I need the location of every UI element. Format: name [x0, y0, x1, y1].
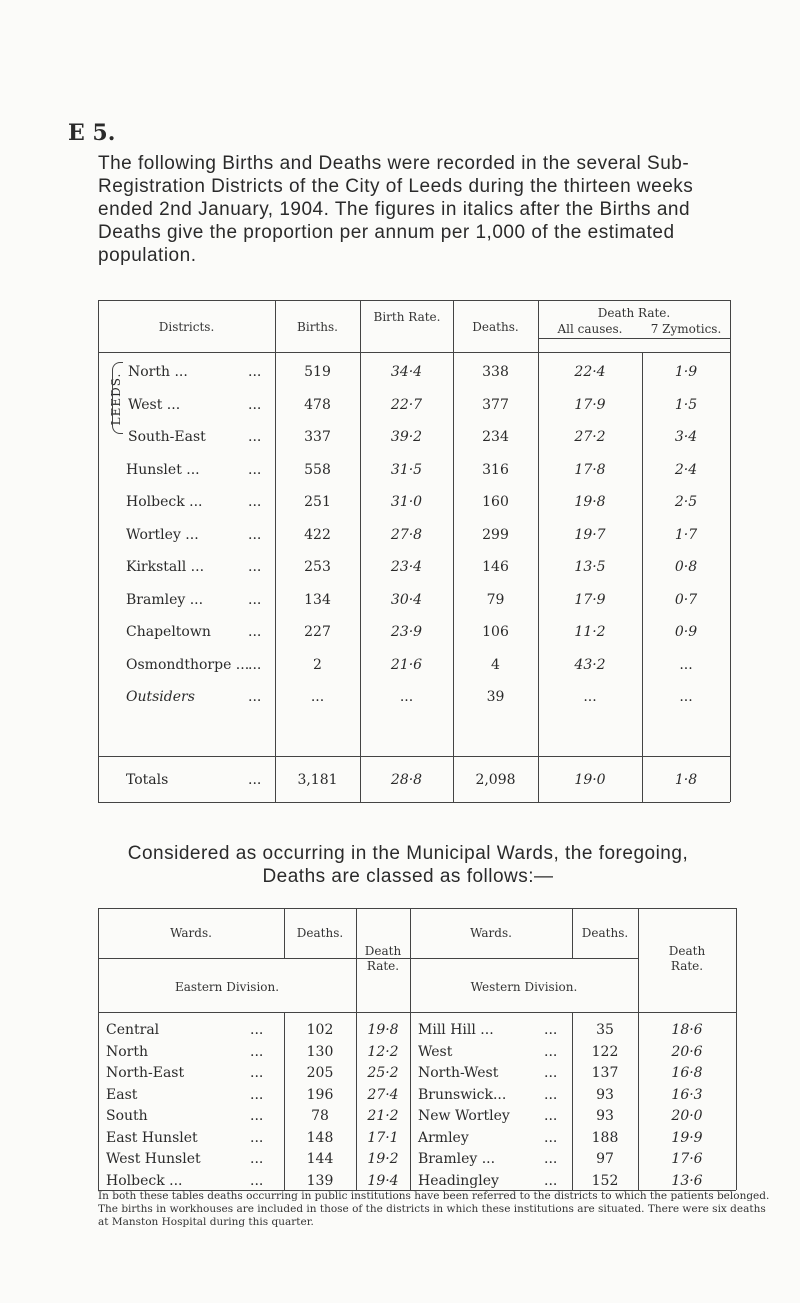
cell-birth-rate: 31·0 [390, 494, 423, 510]
cell-births: 227 [304, 624, 331, 640]
ward-cell-e-rate: 19·8 [367, 1022, 399, 1038]
cell-zym: ... [679, 656, 693, 673]
leader-dots: ... [250, 1065, 264, 1081]
ward-cell-e-deaths: 144 [306, 1151, 334, 1167]
ward-cell-w-ward: New Wortley [418, 1108, 510, 1124]
cell-all: 11·2 [574, 624, 606, 640]
header-districts: Districts. [158, 320, 215, 334]
cell-zym: 2·4 [674, 461, 698, 478]
ward-cell-e-rate: 19·4 [367, 1172, 399, 1189]
ward-cell-w-deaths: 122 [591, 1043, 619, 1060]
district-name: Osmondthorpe ... [126, 656, 250, 673]
header-rate-west: Death Rate. [668, 944, 706, 973]
leader-dots: ... [544, 1086, 558, 1103]
leader-dots: ... [250, 1043, 264, 1060]
header-zymotics: 7 Zymotics. [650, 322, 722, 336]
header-birth-rate: Birth Rate. [373, 310, 441, 324]
cell-births: 253 [304, 559, 331, 575]
header-wards-west: Wards. [470, 926, 512, 940]
cell-all: 43·2 [574, 656, 606, 673]
cell-zym: 0·8 [674, 559, 698, 575]
cell-deaths: 79 [486, 591, 505, 608]
cell-deaths: 338 [482, 364, 509, 380]
leader-dots: ... [250, 1022, 264, 1038]
cell-birth-rate: 31·5 [390, 461, 423, 478]
header-wards-east: Wards. [170, 926, 212, 940]
leeds-label: LEEDS. [109, 372, 123, 426]
cell-birth-rate: ... [399, 689, 414, 705]
leader-dots: ... [248, 689, 262, 705]
ward-cell-w-deaths: 93 [596, 1086, 614, 1103]
cell-all: 27·2 [574, 429, 606, 445]
ward-cell-e-deaths: 78 [311, 1108, 329, 1124]
district-name: Kirkstall ... [126, 559, 205, 575]
district-name: North ... [128, 364, 188, 380]
cell-birth-rate: 21·6 [390, 656, 423, 673]
ward-cell-e-ward: East [106, 1086, 138, 1103]
ward-cell-w-deaths: 137 [591, 1065, 619, 1081]
ward-cell-e-deaths: 148 [306, 1129, 334, 1146]
leader-dots: ... [250, 1151, 264, 1167]
totals-deaths: 2,098 [475, 772, 516, 788]
cell-zym: 1·7 [674, 526, 698, 543]
leader-dots: ... [248, 429, 262, 445]
district-name: Bramley ... [126, 591, 204, 608]
cell-birth-rate: 22·7 [390, 396, 423, 413]
cell-deaths: 39 [486, 689, 505, 705]
district-name: Holbeck ... [126, 494, 203, 510]
footnote: In both these tables deaths occurring in public institutions have been referred to the districts to which the patients belonged. The births in workhouses are included in those of the districts in which these institutions are situated. There were six deaths at Manston Hospital during this quarter. [98, 1190, 770, 1228]
ward-cell-e-rate: 12·2 [367, 1043, 399, 1060]
ward-cell-e-ward: North [106, 1043, 149, 1060]
cell-birth-rate: 39·2 [390, 429, 423, 445]
leader-dots: ... [544, 1043, 558, 1060]
cell-all: 13·5 [574, 559, 606, 575]
ward-cell-w-ward: Brunswick... [418, 1086, 507, 1103]
cell-deaths: 377 [482, 396, 509, 413]
header-deaths: Deaths. [472, 320, 519, 334]
page-reference: E 5. [68, 120, 116, 146]
leader-dots: ... [248, 364, 262, 380]
ward-cell-w-rate: 17·6 [671, 1151, 703, 1167]
cell-zym: 1·9 [674, 364, 698, 380]
cell-births: 251 [304, 494, 331, 510]
district-name: West ... [128, 396, 181, 413]
ward-cell-w-ward: North-West [418, 1065, 499, 1081]
considered-paragraph: Considered as occurring in the Municipal Wards, the foregoing, Deaths are classed as follows:— [127, 843, 689, 887]
leader-dots: ... [544, 1065, 558, 1081]
leader-dots: ... [248, 624, 262, 640]
cell-zym: 1·5 [674, 396, 698, 413]
district-table [98, 300, 730, 802]
district-name: Wortley ... [126, 526, 199, 543]
cell-birth-rate: 23·4 [390, 559, 423, 575]
ward-cell-e-deaths: 196 [306, 1086, 334, 1103]
leader-dots: ... [250, 1172, 264, 1189]
ward-cell-e-deaths: 139 [306, 1172, 334, 1189]
ward-cell-w-ward: Armley [418, 1129, 469, 1146]
ward-cell-w-deaths: 35 [596, 1022, 614, 1038]
header-all-causes: All causes. [557, 322, 623, 336]
leader-dots: ... [248, 461, 262, 478]
ward-cell-w-deaths: 152 [591, 1172, 619, 1189]
cell-births: ... [310, 689, 325, 705]
leader-dots: ... [248, 656, 262, 673]
ward-cell-e-ward: Holbeck ... [106, 1172, 183, 1189]
ward-cell-w-rate: 19·9 [671, 1129, 703, 1146]
cell-zym: ... [679, 689, 693, 705]
cell-deaths: 299 [482, 526, 509, 543]
totals-birth-rate: 28·8 [390, 772, 423, 788]
cell-all: 19·8 [574, 494, 606, 510]
ward-cell-e-rate: 19·2 [367, 1151, 399, 1167]
cell-all: 17·9 [574, 591, 606, 608]
district-name: Outsiders [126, 689, 195, 705]
header-western-division: Western Division. [470, 980, 578, 994]
cell-births: 422 [304, 526, 331, 543]
cell-birth-rate: 23·9 [390, 624, 423, 640]
leader-dots: ... [248, 591, 262, 608]
ward-cell-w-ward: Mill Hill ... [418, 1022, 494, 1038]
ward-cell-w-ward: West [418, 1043, 453, 1060]
district-name: Hunslet ... [126, 461, 200, 478]
leader-dots: ... [544, 1172, 558, 1189]
cell-deaths: 160 [482, 494, 509, 510]
cell-all: 17·8 [574, 461, 606, 478]
leader-dots: ... [544, 1022, 558, 1038]
ward-cell-e-ward: South [106, 1108, 148, 1124]
cell-all: 22·4 [574, 364, 606, 380]
ward-cell-w-rate: 16·8 [671, 1065, 703, 1081]
ward-cell-e-ward: Central [106, 1022, 160, 1038]
header-deaths-east: Deaths. [296, 926, 344, 940]
cell-births: 2 [313, 656, 322, 673]
header-births: Births. [297, 320, 338, 334]
ward-cell-w-rate: 18·6 [671, 1022, 703, 1038]
cell-births: 558 [304, 461, 331, 478]
cell-all: ... [583, 689, 597, 705]
ward-cell-e-deaths: 130 [306, 1043, 334, 1060]
ward-cell-e-rate: 21·2 [367, 1108, 399, 1124]
cell-zym: 0·7 [674, 591, 698, 608]
ward-cell-w-deaths: 97 [596, 1151, 614, 1167]
cell-zym: 0·9 [674, 624, 698, 640]
ward-cell-e-rate: 17·1 [367, 1129, 399, 1146]
district-name: South-East [128, 429, 206, 445]
ward-cell-w-ward: Bramley ... [418, 1151, 496, 1167]
leader-dots: ... [250, 1108, 264, 1124]
ward-cell-w-deaths: 93 [596, 1108, 614, 1124]
totals-dots: ... [248, 772, 262, 788]
ward-cell-e-rate: 27·4 [367, 1086, 399, 1103]
header-eastern-division: Eastern Division. [174, 980, 280, 994]
leader-dots: ... [248, 526, 262, 543]
ward-cell-e-ward: West Hunslet [106, 1151, 201, 1167]
ward-cell-w-ward: Headingley [418, 1172, 499, 1189]
cell-births: 337 [304, 429, 331, 445]
leader-dots: ... [544, 1129, 558, 1146]
totals-births: 3,181 [297, 772, 338, 788]
cell-zym: 2·5 [674, 494, 698, 510]
wards-table [98, 908, 730, 1190]
leader-dots: ... [544, 1108, 558, 1124]
district-name: Chapeltown [126, 624, 211, 640]
ward-cell-w-deaths: 188 [591, 1129, 619, 1146]
leader-dots: ... [248, 559, 262, 575]
leeds-brace [112, 362, 123, 434]
ward-cell-e-deaths: 102 [306, 1022, 334, 1038]
intro-paragraph: The following Births and Deaths were recorded in the several Sub-Registration Districts of the City of Leeds during the thirteen weeks ended 2nd January, 1904. The figures in italics after the Births and Deaths give the proportion per annum per 1,000 of the estimated population. [98, 153, 694, 266]
cell-deaths: 4 [491, 656, 500, 673]
ward-cell-w-rate: 20·6 [671, 1043, 703, 1060]
cell-birth-rate: 30·4 [390, 591, 423, 608]
ward-cell-w-rate: 16·3 [671, 1086, 703, 1103]
totals-zymotics: 1·8 [674, 772, 698, 788]
leader-dots: ... [250, 1129, 264, 1146]
totals-label: Totals [126, 772, 169, 788]
ward-cell-w-rate: 20·0 [671, 1108, 703, 1124]
ward-cell-e-deaths: 205 [306, 1065, 334, 1081]
ward-cell-e-rate: 25·2 [367, 1065, 399, 1081]
leader-dots: ... [250, 1086, 264, 1103]
cell-deaths: 234 [482, 429, 509, 445]
leader-dots: ... [248, 396, 262, 413]
cell-zym: 3·4 [674, 429, 698, 445]
cell-birth-rate: 27·8 [390, 526, 423, 543]
cell-all: 17·9 [574, 396, 606, 413]
header-rate-east: Death Rate. [364, 944, 402, 973]
totals-all-causes: 19·0 [574, 772, 606, 788]
cell-births: 478 [304, 396, 331, 413]
cell-deaths: 106 [482, 624, 509, 640]
cell-deaths: 316 [482, 461, 509, 478]
ward-cell-e-ward: North-East [106, 1065, 185, 1081]
leader-dots: ... [544, 1151, 558, 1167]
cell-births: 519 [304, 364, 331, 380]
ward-cell-w-rate: 13·6 [671, 1172, 703, 1189]
cell-deaths: 146 [482, 559, 509, 575]
cell-birth-rate: 34·4 [390, 364, 423, 380]
cell-births: 134 [304, 591, 331, 608]
cell-all: 19·7 [574, 526, 606, 543]
header-deaths-west: Deaths. [581, 926, 629, 940]
ward-cell-e-ward: East Hunslet [106, 1129, 198, 1146]
header-death-rate: Death Rate. [597, 306, 671, 320]
leader-dots: ... [248, 494, 262, 510]
